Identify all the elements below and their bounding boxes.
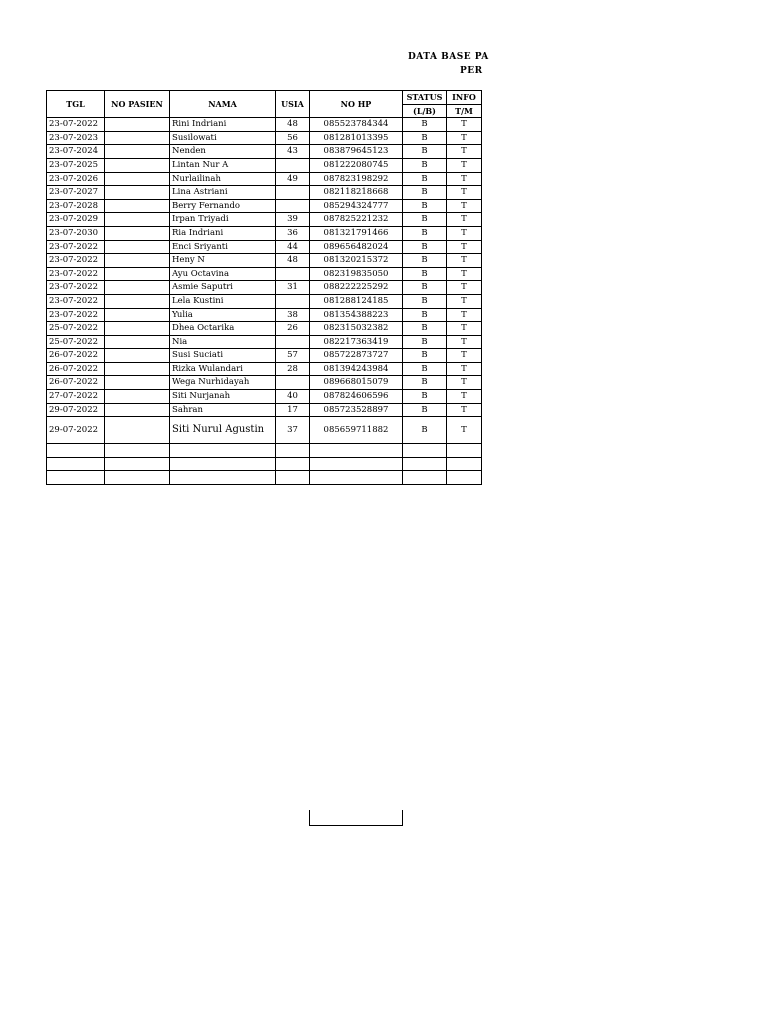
cell-status: B: [403, 376, 447, 390]
cell-status: B: [403, 403, 447, 417]
column-header-usia: USIA: [276, 91, 310, 118]
cell-nama: Susilowati: [170, 131, 276, 145]
table-row: [47, 322, 482, 336]
table-row: [47, 254, 482, 268]
empty-cell: [310, 471, 403, 485]
cell-tgl: 23-07-2028: [47, 199, 105, 213]
cell-status: B: [403, 267, 447, 281]
cell-tgl: 23-07-2026: [47, 172, 105, 186]
cell-status: B: [403, 322, 447, 336]
cell-no-pasien: [105, 308, 170, 322]
cell-info: T: [447, 145, 482, 159]
cell-info: T: [447, 186, 482, 200]
cell-nama: Berry Fernando: [170, 199, 276, 213]
table-row: [47, 335, 482, 349]
cell-tgl: 25-07-2022: [47, 335, 105, 349]
table-row: [47, 172, 482, 186]
cell-no-pasien: [105, 254, 170, 268]
table-header: [47, 91, 482, 118]
cell-nama: Dhea Octarika: [170, 322, 276, 336]
cell-usia: [276, 335, 310, 349]
cell-status: B: [403, 390, 447, 404]
cell-tgl: 23-07-2022: [47, 240, 105, 254]
cell-tgl: 23-07-2022: [47, 308, 105, 322]
cell-usia: 48: [276, 254, 310, 268]
table-row: [47, 158, 482, 172]
column-header-tgl: TGL: [47, 91, 105, 118]
empty-cell: [276, 471, 310, 485]
cell-usia: [276, 199, 310, 213]
cell-usia: 17: [276, 403, 310, 417]
empty-cell: [47, 444, 105, 458]
column-header-info: INFO: [447, 91, 482, 105]
empty-row: [47, 471, 482, 485]
cell-nama: Lela Kustini: [170, 294, 276, 308]
footer-box: [309, 810, 403, 826]
cell-no-hp: 087823198292: [310, 172, 403, 186]
cell-no-pasien: [105, 226, 170, 240]
cell-no-hp: 081394243984: [310, 362, 403, 376]
cell-no-hp: 081321791466: [310, 226, 403, 240]
cell-info: T: [447, 417, 482, 444]
empty-cell: [403, 471, 447, 485]
cell-nama: Irpan Triyadi: [170, 213, 276, 227]
cell-no-pasien: [105, 145, 170, 159]
cell-nama: Lintan Nur A: [170, 158, 276, 172]
cell-nama: Nenden: [170, 145, 276, 159]
table-row: [47, 240, 482, 254]
cell-no-pasien: [105, 172, 170, 186]
cell-usia: 28: [276, 362, 310, 376]
table-row: [47, 118, 482, 132]
cell-info: T: [447, 158, 482, 172]
empty-cell: [105, 444, 170, 458]
table-row: [47, 281, 482, 295]
table-row: [47, 349, 482, 363]
cell-status: B: [403, 213, 447, 227]
cell-no-pasien: [105, 213, 170, 227]
cell-usia: [276, 294, 310, 308]
empty-cell: [403, 457, 447, 471]
cell-no-pasien: [105, 199, 170, 213]
cell-usia: [276, 267, 310, 281]
table-row: [47, 226, 482, 240]
cell-info: T: [447, 308, 482, 322]
cell-no-pasien: [105, 294, 170, 308]
cell-tgl: 26-07-2022: [47, 349, 105, 363]
cell-status: B: [403, 131, 447, 145]
cell-tgl: 29-07-2022: [47, 403, 105, 417]
cell-no-pasien: [105, 390, 170, 404]
cell-tgl: 29-07-2022: [47, 417, 105, 444]
cell-no-hp: 082319835050: [310, 267, 403, 281]
cell-usia: 57: [276, 349, 310, 363]
cell-no-pasien: [105, 403, 170, 417]
cell-status: B: [403, 240, 447, 254]
cell-status: B: [403, 308, 447, 322]
empty-cell: [310, 457, 403, 471]
cell-usia: [276, 376, 310, 390]
cell-status: B: [403, 335, 447, 349]
cell-no-hp: 081354388223: [310, 308, 403, 322]
cell-usia: 37: [276, 417, 310, 444]
table-row: [47, 308, 482, 322]
cell-tgl: 26-07-2022: [47, 376, 105, 390]
table-row: [47, 131, 482, 145]
cell-status: B: [403, 118, 447, 132]
table-row: [47, 417, 482, 444]
table-row: [47, 390, 482, 404]
empty-cell: [276, 444, 310, 458]
cell-no-pasien: [105, 362, 170, 376]
cell-info: T: [447, 172, 482, 186]
table-row: [47, 145, 482, 159]
cell-info: T: [447, 376, 482, 390]
cell-usia: 39: [276, 213, 310, 227]
table-row: [47, 213, 482, 227]
cell-usia: 40: [276, 390, 310, 404]
cell-no-hp: 081281013395: [310, 131, 403, 145]
cell-nama: Nurlailinah: [170, 172, 276, 186]
cell-info: T: [447, 294, 482, 308]
cell-no-pasien: [105, 131, 170, 145]
cell-tgl: 23-07-2022: [47, 118, 105, 132]
cell-info: T: [447, 254, 482, 268]
cell-nama: Nia: [170, 335, 276, 349]
cell-no-pasien: [105, 322, 170, 336]
cell-status: B: [403, 362, 447, 376]
cell-no-hp: 085659711882: [310, 417, 403, 444]
cell-tgl: 26-07-2022: [47, 362, 105, 376]
cell-nama: Rizka Wulandari: [170, 362, 276, 376]
cell-tgl: 23-07-2027: [47, 186, 105, 200]
cell-tgl: 23-07-2025: [47, 158, 105, 172]
empty-cell: [170, 444, 276, 458]
cell-usia: 43: [276, 145, 310, 159]
cell-no-pasien: [105, 158, 170, 172]
column-header-no-pasien: NO PASIEN: [105, 91, 170, 118]
cell-tgl: 23-07-2022: [47, 267, 105, 281]
empty-cell: [310, 444, 403, 458]
cell-no-pasien: [105, 376, 170, 390]
cell-info: T: [447, 131, 482, 145]
cell-no-pasien: [105, 186, 170, 200]
cell-no-pasien: [105, 349, 170, 363]
cell-tgl: 27-07-2022: [47, 390, 105, 404]
cell-nama: Lina Astriani: [170, 186, 276, 200]
cell-no-hp: 081320215372: [310, 254, 403, 268]
cell-nama: Ayu Octavina: [170, 267, 276, 281]
cell-nama: Enci Sriyanti: [170, 240, 276, 254]
column-header-status: STATUS: [403, 91, 447, 105]
cell-tgl: 25-07-2022: [47, 322, 105, 336]
empty-cell: [447, 457, 482, 471]
cell-info: T: [447, 199, 482, 213]
column-subheader-info: T/M: [447, 104, 482, 118]
cell-tgl: 23-07-2022: [47, 281, 105, 295]
cell-no-hp: 082118218668: [310, 186, 403, 200]
cell-nama: Yulia: [170, 308, 276, 322]
cell-no-hp: 081288124185: [310, 294, 403, 308]
table-row: [47, 362, 482, 376]
cell-usia: 26: [276, 322, 310, 336]
empty-cell: [276, 457, 310, 471]
cell-nama: Siti Nurul Agustin: [170, 417, 276, 444]
cell-info: T: [447, 281, 482, 295]
cell-status: B: [403, 294, 447, 308]
empty-cell: [47, 471, 105, 485]
cell-no-hp: 089656482024: [310, 240, 403, 254]
cell-info: T: [447, 335, 482, 349]
cell-status: B: [403, 172, 447, 186]
empty-cell: [170, 471, 276, 485]
cell-no-pasien: [105, 267, 170, 281]
cell-nama: Wega Nurhidayah: [170, 376, 276, 390]
table-row: [47, 403, 482, 417]
cell-no-hp: 087825221232: [310, 213, 403, 227]
empty-cell: [447, 444, 482, 458]
cell-no-hp: 081222080745: [310, 158, 403, 172]
cell-status: B: [403, 199, 447, 213]
cell-status: B: [403, 254, 447, 268]
cell-no-pasien: [105, 417, 170, 444]
cell-usia: 56: [276, 131, 310, 145]
table-row: [47, 267, 482, 281]
column-header-no-hp: NO HP: [310, 91, 403, 118]
cell-info: T: [447, 226, 482, 240]
cell-status: B: [403, 186, 447, 200]
empty-cell: [447, 471, 482, 485]
table-row: [47, 294, 482, 308]
cell-usia: 38: [276, 308, 310, 322]
cell-no-pasien: [105, 240, 170, 254]
cell-no-hp: 085523784344: [310, 118, 403, 132]
cell-status: B: [403, 417, 447, 444]
cell-usia: [276, 186, 310, 200]
column-header-nama: NAMA: [170, 91, 276, 118]
cell-status: B: [403, 226, 447, 240]
cell-tgl: 23-07-2024: [47, 145, 105, 159]
patient-table: [46, 90, 482, 485]
cell-tgl: 23-07-2030: [47, 226, 105, 240]
cell-no-hp: 083879645123: [310, 145, 403, 159]
cell-tgl: 23-07-2029: [47, 213, 105, 227]
document-subtitle: PER: [460, 66, 483, 76]
cell-usia: 48: [276, 118, 310, 132]
table-row: [47, 186, 482, 200]
cell-info: T: [447, 213, 482, 227]
cell-no-hp: 085294324777: [310, 199, 403, 213]
cell-usia: 49: [276, 172, 310, 186]
empty-cell: [47, 457, 105, 471]
empty-row: [47, 444, 482, 458]
cell-tgl: 23-07-2022: [47, 294, 105, 308]
table-body: [47, 118, 482, 485]
cell-usia: 31: [276, 281, 310, 295]
cell-nama: Siti Nurjanah: [170, 390, 276, 404]
table-row: [47, 199, 482, 213]
cell-tgl: 23-07-2022: [47, 254, 105, 268]
cell-nama: Susi Suciati: [170, 349, 276, 363]
cell-no-pasien: [105, 281, 170, 295]
cell-usia: 44: [276, 240, 310, 254]
cell-no-hp: 089668015079: [310, 376, 403, 390]
cell-info: T: [447, 322, 482, 336]
cell-no-hp: 087824606596: [310, 390, 403, 404]
cell-no-hp: 085722873727: [310, 349, 403, 363]
cell-nama: Sahran: [170, 403, 276, 417]
cell-status: B: [403, 158, 447, 172]
cell-status: B: [403, 145, 447, 159]
cell-no-pasien: [105, 118, 170, 132]
cell-tgl: 23-07-2023: [47, 131, 105, 145]
cell-no-hp: 082315032382: [310, 322, 403, 336]
cell-no-hp: 088222225292: [310, 281, 403, 295]
cell-usia: 36: [276, 226, 310, 240]
cell-nama: Rini Indriani: [170, 118, 276, 132]
cell-nama: Ria Indriani: [170, 226, 276, 240]
column-subheader-status: (L/B): [403, 104, 447, 118]
cell-info: T: [447, 349, 482, 363]
cell-info: T: [447, 403, 482, 417]
cell-status: B: [403, 349, 447, 363]
cell-no-hp: 082217363419: [310, 335, 403, 349]
cell-info: T: [447, 267, 482, 281]
empty-row: [47, 457, 482, 471]
empty-cell: [403, 444, 447, 458]
cell-no-hp: 085723528897: [310, 403, 403, 417]
cell-no-pasien: [105, 335, 170, 349]
cell-usia: [276, 158, 310, 172]
table-row: [47, 376, 482, 390]
empty-cell: [170, 457, 276, 471]
cell-info: T: [447, 390, 482, 404]
cell-status: B: [403, 281, 447, 295]
cell-info: T: [447, 118, 482, 132]
cell-nama: Heny N: [170, 254, 276, 268]
document-title: DATA BASE PA: [408, 52, 489, 62]
empty-cell: [105, 457, 170, 471]
cell-info: T: [447, 240, 482, 254]
cell-info: T: [447, 362, 482, 376]
empty-cell: [105, 471, 170, 485]
cell-nama: Asmie Saputri: [170, 281, 276, 295]
